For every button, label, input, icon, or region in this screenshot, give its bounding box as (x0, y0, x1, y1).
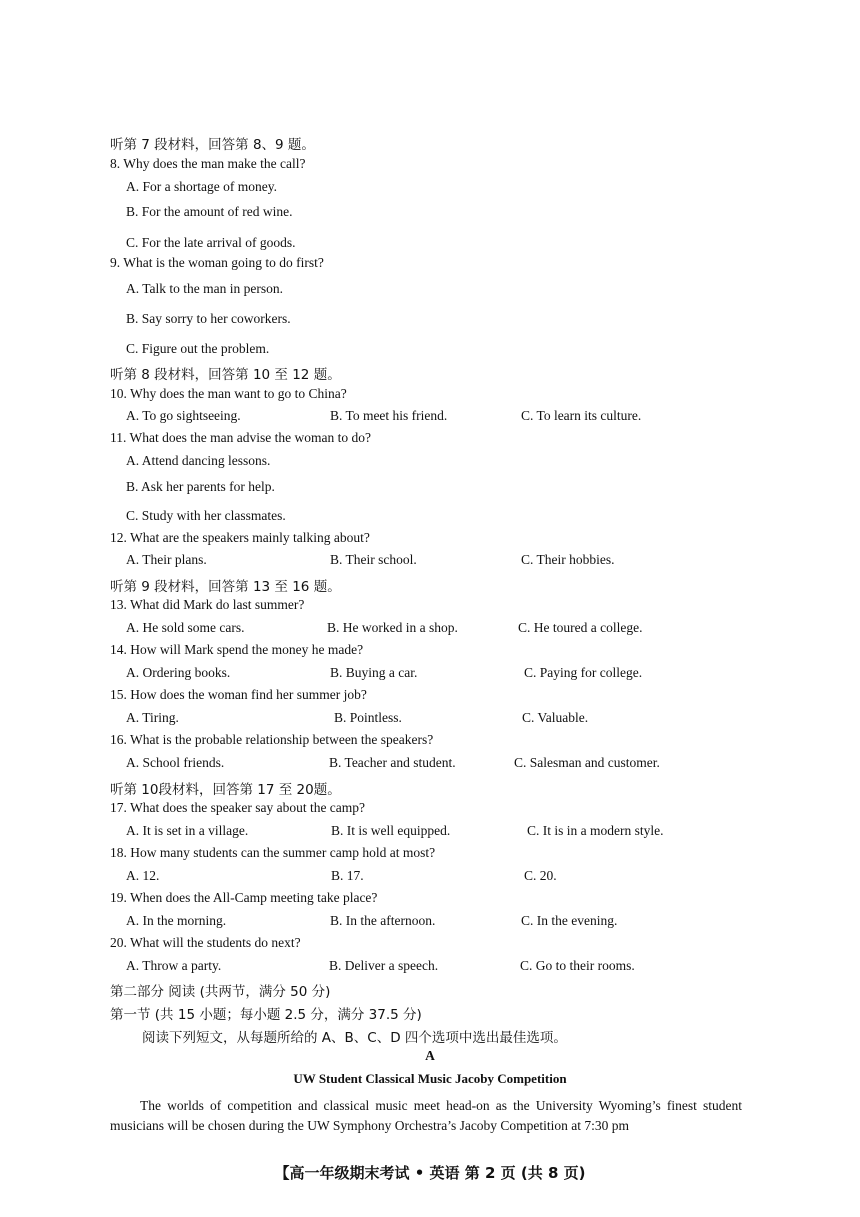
option-14b: B. Buying a car. (330, 665, 418, 680)
option-9c: C. Figure out the problem. (126, 341, 270, 356)
option-13a: A. He sold some cars. (126, 620, 245, 635)
question-20: 20. What will the students do next? (110, 935, 301, 950)
option-15c: C. Valuable. (522, 710, 589, 725)
option-8b: B. For the amount of red wine. (126, 204, 293, 219)
option-12a: A. Their plans. (126, 552, 207, 567)
question-12: 12. What are the speakers mainly talking about? (110, 530, 370, 545)
passage-title: UW Student Classical Music Jacoby Competition (293, 1071, 567, 1086)
option-14c: C. Paying for college. (524, 665, 643, 680)
question-9: 9. What is the woman going to do first? (110, 255, 324, 270)
listening-header-8: 听第 8 段材料，回答第 10 至 12 题。 (110, 367, 341, 383)
option-17c: C. It is in a modern style. (527, 823, 664, 838)
option-20c: C. Go to their rooms. (520, 958, 635, 973)
option-16b: B. Teacher and student. (329, 755, 456, 770)
option-12b: B. Their school. (330, 552, 417, 567)
option-11b: B. Ask her parents for help. (126, 479, 275, 494)
option-17b: B. It is well equipped. (331, 823, 451, 838)
question-13: 13. What did Mark do last summer? (110, 597, 305, 612)
listening-header-9: 听第 9 段材料，回答第 13 至 16 题。 (110, 579, 341, 595)
option-10b: B. To meet his friend. (330, 408, 448, 423)
question-18: 18. How many students can the summer camp hold at most? (110, 845, 436, 860)
question-16: 16. What is the probable relationship between the speakers? (110, 732, 434, 747)
option-8a: A. For a shortage of money. (126, 179, 277, 194)
part-two-header: 第二部分 阅读 (共两节，满分 50 分) (110, 984, 331, 1000)
question-15: 15. How does the woman find her summer job? (110, 687, 367, 702)
option-19b: B. In the afternoon. (330, 913, 436, 928)
option-13b: B. He worked in a shop. (327, 620, 458, 635)
option-10c: C. To learn its culture. (521, 408, 642, 423)
option-8c: C. For the late arrival of goods. (126, 235, 296, 250)
option-18a: A. 12. (126, 868, 160, 883)
option-20a: A. Throw a party. (126, 958, 222, 973)
option-15b: B. Pointless. (334, 710, 402, 725)
option-9b: B. Say sorry to her coworkers. (126, 311, 291, 326)
option-18b: B. 17. (331, 868, 364, 883)
option-16a: A. School friends. (126, 755, 225, 770)
option-11a: A. Attend dancing lessons. (126, 453, 271, 468)
listening-header-7: 听第 7 段材料，回答第 8、9 题。 (110, 137, 315, 153)
option-13c: C. He toured a college. (518, 620, 643, 635)
passage-paragraph: The worlds of competition and classical music meet head-on as the University Wyoming’s finest student musicians will be chosen during the UW Symphony Orchestra’s Jacoby Competition at 7:30 pm (110, 1098, 742, 1133)
question-11: 11. What does the man advise the woman to do? (110, 430, 371, 445)
question-8: 8. Why does the man make the call? (110, 156, 306, 171)
option-11c: C. Study with her classmates. (126, 508, 286, 523)
option-19c: C. In the evening. (521, 913, 618, 928)
question-19: 19. When does the All-Camp meeting take place? (110, 890, 378, 905)
option-18c: C. 20. (524, 868, 557, 883)
option-10a: A. To go sightseeing. (126, 408, 241, 423)
page-footer: 【高一年级期末考试 • 英语 第 2 页 (共 8 页) (274, 1164, 586, 1182)
option-19a: A. In the morning. (126, 913, 227, 928)
option-17a: A. It is set in a village. (126, 823, 249, 838)
passage-letter: A (425, 1048, 435, 1063)
option-20b: B. Deliver a speech. (329, 958, 439, 973)
option-12c: C. Their hobbies. (521, 552, 615, 567)
option-9a: A. Talk to the man in person. (126, 281, 284, 296)
option-15a: A. Tiring. (126, 710, 179, 725)
question-17: 17. What does the speaker say about the camp? (110, 800, 366, 815)
reading-instruction: 阅读下列短文，从每题所给的 A、B、C、D 四个选项中选出最佳选项。 (142, 1030, 567, 1046)
listening-header-10: 听第 10段材料，回答第 17 至 20题。 (110, 782, 341, 798)
question-14: 14. How will Mark spend the money he made? (110, 642, 364, 657)
option-14a: A. Ordering books. (126, 665, 231, 680)
section-one-header: 第一节 (共 15 小题；每小题 2.5 分，满分 37.5 分) (110, 1007, 422, 1023)
question-10: 10. Why does the man want to go to China? (110, 386, 347, 401)
option-16c: C. Salesman and customer. (514, 755, 660, 770)
